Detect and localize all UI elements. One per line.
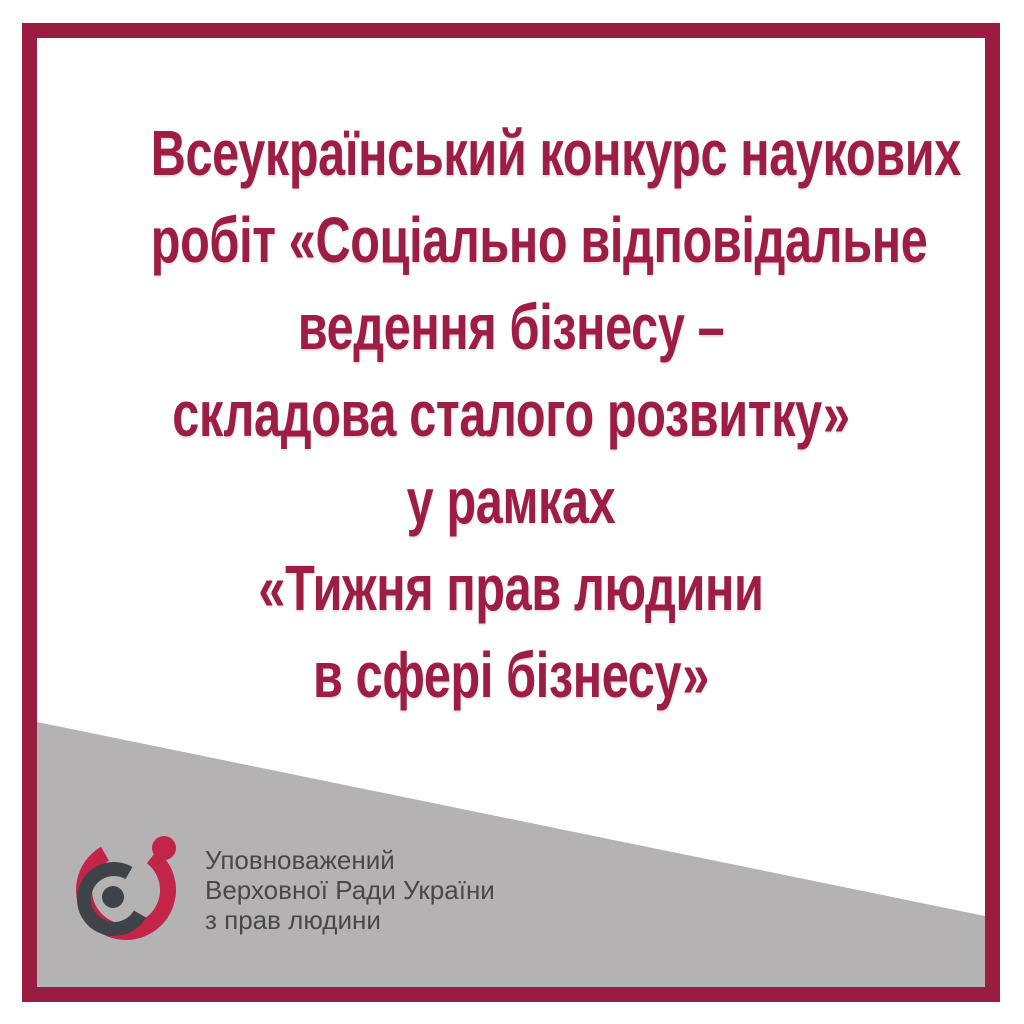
logo-text-line: Верховної Ради України xyxy=(205,875,495,905)
logo-red-head-dot xyxy=(152,836,176,860)
title-line: Всеукраїнський конкурс наукових xyxy=(150,117,961,189)
logo-text-line: з прав людини xyxy=(205,905,381,935)
title-line: ведення бізнесу – xyxy=(297,291,725,363)
logo-dark-head-dot xyxy=(102,886,124,908)
title-line: в сфері бізнесу» xyxy=(313,639,709,711)
title-line: складова сталого розвитку» xyxy=(172,378,850,450)
ombudsman-logo-text xyxy=(205,845,495,935)
ombudsman-logo-icon xyxy=(70,830,190,950)
title-line: робіт «Соціально відповідальне xyxy=(150,204,928,276)
title-line: у рамках xyxy=(406,465,616,537)
title-line: «Тижня прав людини xyxy=(258,552,764,624)
poster-frame xyxy=(22,23,1000,1002)
logo-text-line: Уповноважений xyxy=(205,845,395,875)
poster-title xyxy=(150,110,961,719)
